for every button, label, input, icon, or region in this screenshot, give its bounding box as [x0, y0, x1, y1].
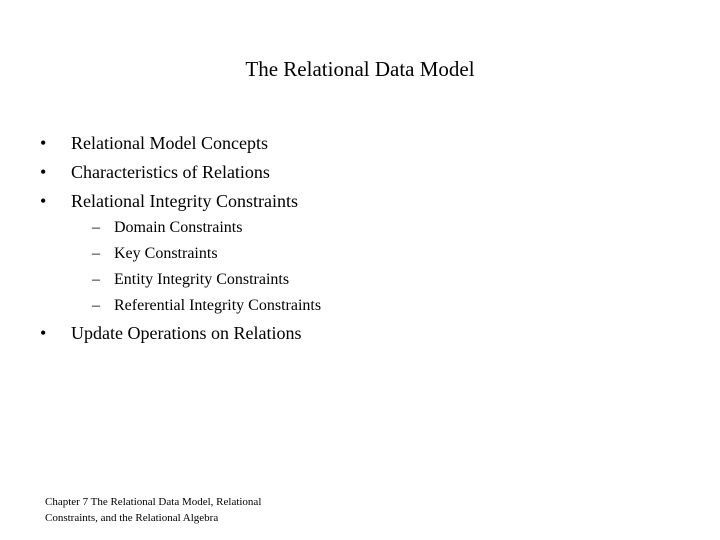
slide-title: The Relational Data Model: [245, 57, 475, 81]
bullet-label: Relational Model Concepts: [71, 133, 268, 153]
footer-line-2: Constraints, and the Relational Algebra: [45, 512, 219, 524]
dash-icon: –: [92, 219, 100, 236]
bullet-icon: •: [40, 323, 47, 343]
bullet-label: Update Operations on Relations: [71, 323, 302, 343]
bullet-icon: •: [40, 162, 47, 182]
dash-icon: –: [92, 297, 100, 314]
dash-icon: –: [92, 245, 100, 262]
bullet-icon: •: [40, 191, 47, 211]
bullet-label: Relational Integrity Constraints: [71, 191, 298, 211]
sub-bullet-label: Key Constraints: [114, 245, 218, 262]
dash-icon: –: [92, 271, 100, 288]
sub-bullet-label: Referential Integrity Constraints: [114, 297, 322, 314]
sub-bullet-label: Domain Constraints: [114, 219, 243, 236]
bullet-label: Characteristics of Relations: [71, 162, 270, 182]
footer-line-1: Chapter 7 The Relational Data Model, Relational: [45, 496, 262, 508]
bullet-icon: •: [40, 133, 47, 153]
sub-bullet-label: Entity Integrity Constraints: [114, 271, 290, 288]
slide-footer: [45, 494, 345, 526]
